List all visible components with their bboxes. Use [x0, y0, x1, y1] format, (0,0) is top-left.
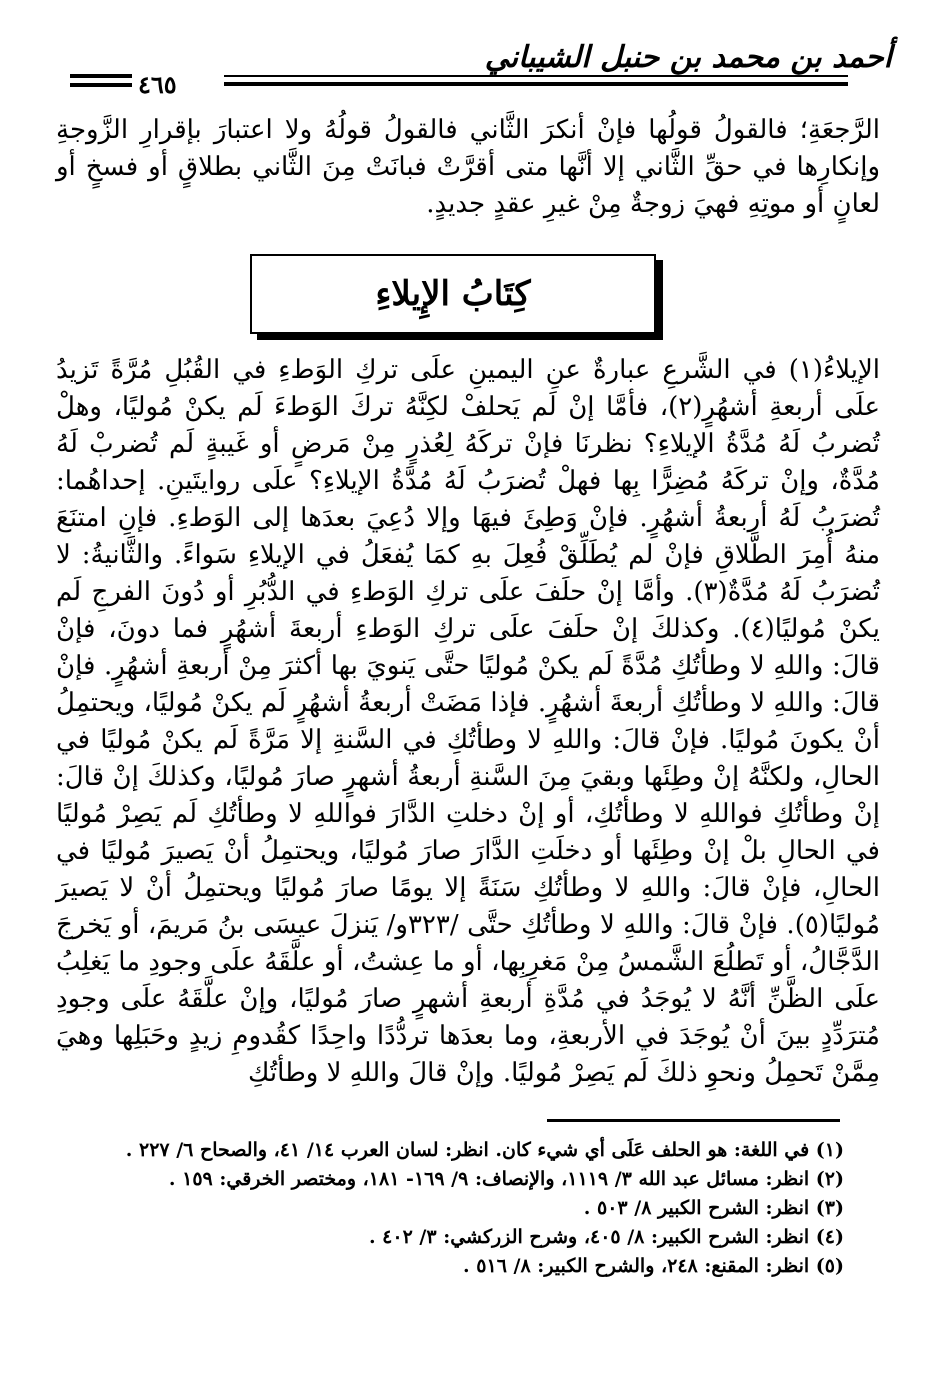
- header-rule-left-bottom: [70, 83, 132, 87]
- footnote-separator: [547, 1119, 840, 1122]
- page-number: ٤٦٥: [138, 70, 177, 99]
- footnotes: [84, 1136, 844, 1281]
- chapter-title: كِتَابُ الإِيلاءِ: [375, 274, 531, 314]
- header-rule-right-top: [224, 75, 848, 77]
- header-rule-right-bottom: [224, 82, 848, 86]
- main-paragraph: الإيلاءُ(١) في الشَّرعِ عبارةٌ عنِ اليمينِ علَى تركِ الوَطءِ في القُبُلِ مُرَّةً تَزيدُ علَى أربعةِ أشهُرٍ(٢)، فأمَّا إنْ لَم يَحلفْ لكِنَّهُ تركَ الوَطءَ لَم يكنْ مُوليًا، وهلْ تُضربُ لَهُ مُدَّةُ الإيلاءِ؟ نظرنَا فإنْ تركَهُ لِعُذرٍ مِنْ مَرضٍ أو غَيبةٍ لَم تُضربْ لَهُ مُدَّةٌ، وإنْ تركَهُ مُضِرًّا بِها فهلْ تُضرَبُ لَهُ مُدَّةُ الإيلاءِ؟ علَى روايتَينِ. إحداهُما: تُضرَبُ لَهُ أربعةُ أشهُرٍ. فإنْ وَطِئَ فيهَا وإلا دُعِيَ بعدَها إلى الوَطءِ. فإنِ امتنَعَ منهُ أُمِرَ الطَّلاقِ فإنْ لم يُطَلِّقْ فُعِلَ بهِ كمَا يُفعَلُ في الإيلاءِ سَواءً. والثَّانيةُ: لا تُضرَبُ لَهُ مُدَّةٌ(٣). وأمَّا إنْ حلَفَ علَى تركِ الوَطءِ في الدُّبُرِ أو دُونَ الفرجِ لَم يكنْ مُوليًا(٤). وكذلكَ إنْ حلَفَ علَى تركِ الوَطءِ أربعةَ أشهُرٍ فما دونَ، فإنْ قالَ: واللهِ لا وطأتُكِ مُدَّةً لَم يكنْ مُوليًا حتَّى يَنويَ بها أكثرَ مِنْ أربعةِ أشهُرٍ. فإنْ قالَ: واللهِ لا وطأتُكِ أربعةَ أشهُرٍ. فإذا مَضَتْ أربعةُ أشهُرٍ لَم يكنْ مُوليًا، ويحتمِلُ أنْ يكونَ مُوليًا. فإنْ قالَ: واللهِ لا وطأتُكِ في السَّنةِ إلا مَرَّةً لَم يكنْ مُوليًا في الحالِ، ولكنَّهُ إنْ وطِئَها وبقيَ مِنَ السَّنةِ أربعةُ أشهرٍ صارَ مُوليًا، وكذلكَ إنْ قالَ: إنْ وطأتُكِ فواللهِ لا وطأتُكِ، أو إنْ دخلتِ الدَّارَ فواللهِ لا وطأتُكِ لَم يَصِرْ مُوليًا في الحالِ بلْ إنْ وطِئَها أو دخلَتِ الدَّارَ صارَ مُوليًا، ويحتمِلُ أنْ يَصيرَ مُوليًا في الحالِ، فإنْ قالَ: واللهِ لا وطأتُكِ سَنَةً إلا يومًا صارَ مُوليًا ويحتمِلُ أنْ لا يَصيرَ مُوليًا(٥). فإنْ قالَ: واللهِ لا وطأتُكِ حتَّى /٣٢٣و/ يَنزلَ عيسَى بنُ مَريمَ، أو يَخرجَ الدَّجَّالُ، أو تَطلُعَ الشَّمسُ مِنْ مَغرِبِها، أو ما عِشتُ، أو علَّقَهُ علَى وجودِ ما يَغلِبُ علَى الظَّنِّ أنَّهُ لا يُوجَدُ في مُدَّةِ أربعةِ أشهرٍ صارَ مُوليًا، وإنْ علَّقَهُ علَى وجودِ مُترَدِّدٍ بينَ أنْ يُوجَدَ في الأربعةِ، وما بعدَها تردُّدًا واحِدًا كقُدومِ زيدٍ وحَبَلِها وهيَ مِمَّنْ تَحمِلُ ونحوِ ذلكَ لَم يَصِرْ مُوليًا. وإنْ قالَ واللهِ لا وطأتُكِ: [56, 355, 881, 1088]
- footnote: (١) في اللغة: هو الحلف عَلَى أي شيء كان. انظر: لسان العرب ١٤/ ٤١، والصحاح ٦/ ٢٢٧ .: [125, 1139, 844, 1161]
- footnote: (٤) انظر: الشرح الكبير: ٨/ ٤٠٥، وشرح الزركشي: ٣/ ٤٠٢ .: [368, 1226, 844, 1248]
- book-title: أحمد بن محمد بن حنبل الشيباني: [484, 40, 892, 75]
- chapter-heading-box: [250, 254, 656, 334]
- header-rule-left-top: [70, 74, 132, 78]
- footnote: (٥) انظر: المقنع: ٢٤٨، والشرح الكبير: ٨/ ٥١٦ .: [463, 1255, 844, 1277]
- footnote: (٣) انظر: الشرح الكبير ٨/ ٥٠٣ .: [583, 1197, 844, 1219]
- intro-paragraph: الرَّجعَةِ؛ فالقولُ قولُها فإنْ أنكرَ الثَّاني فالقولُ قولُهُ ولا اعتبارَ بإقرارِ الزَّوجةِ وإنكارِها في حقِّ الثَّاني إلا أنَّها متى أقرَّتْ فبانَتْ مِنَ الثَّاني بطلاقٍ أو فسخٍ أو لعانٍ أو موتِهِ فهيَ زوجةٌ مِنْ غيرِ عقدٍ جديدٍ.: [56, 115, 880, 219]
- footnote: (٢) انظر: مسائل عبد الله ٣/ ١١١٩، والإنصاف: ٩/ ١٦٩- ١٨١، ومختصر الخرقي: ١٥٩ .: [168, 1168, 844, 1190]
